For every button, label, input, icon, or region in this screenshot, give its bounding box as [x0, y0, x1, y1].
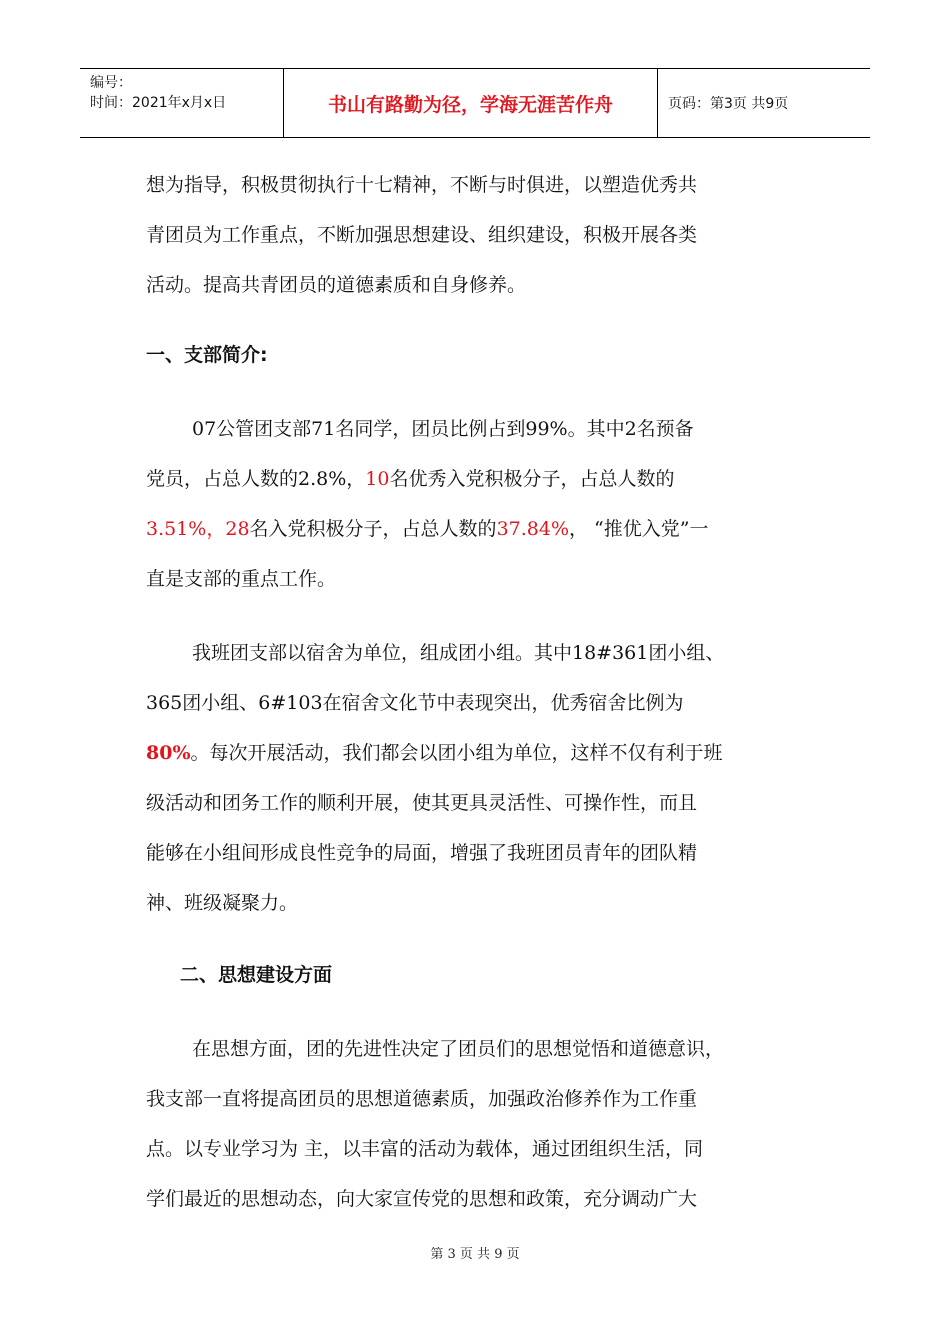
paragraph-line: 党员，占总人数的2.8%，10名优秀入党积极分子，占总人数的: [146, 468, 675, 490]
page-header: [80, 68, 870, 138]
highlight-number: 80%: [146, 742, 191, 764]
paragraph-line: 80%。每次开展活动，我们都会以团小组为单位，这样不仅有利于班: [146, 742, 723, 764]
highlight-number: 37.84%: [496, 518, 570, 540]
paragraph-line: 能够在小组间形成良性竞争的局面，增强了我班团员青年的团队精: [146, 842, 698, 864]
paragraph-line: 在思想方面，团的先进性决定了团员们的思想觉悟和道德意识，: [192, 1038, 725, 1060]
paragraph-line: 点。以专业学习为 主，以丰富的活动为载体，通过团组织生活，同: [146, 1138, 704, 1160]
paragraph-line: 学们最近的思想动态，向大家宣传党的思想和政策，充分调动广大: [146, 1188, 698, 1210]
paragraph-line: 3.51%，28名入党积极分子，占总人数的37.84%， “推优入党”一: [146, 518, 709, 540]
header-meta: [80, 69, 284, 137]
paragraph-line: 365团小组、6#103在宿舍文化节中表现突出，优秀宿舍比例为: [146, 692, 684, 714]
paragraph-line: 我班团支部以宿舍为单位，组成团小组。其中18#361团小组、: [192, 642, 725, 664]
time-label: 时间：2021年x月x日: [90, 95, 227, 111]
paragraph-line: 级活动和团务工作的顺利开展，使其更具灵活性、可操作性，而且: [146, 792, 698, 814]
document-body: [146, 160, 806, 1224]
page-footer: 第 3 页 共 9 页: [430, 1247, 520, 1262]
section-2-title: 二、思想建设方面: [180, 964, 333, 986]
intro-line: 活动。提高共青团员的道德素质和自身修养。: [146, 274, 527, 296]
paragraph-line: 直是支部的重点工作。: [146, 568, 337, 590]
header-motto: 书山有路勤为径，学海无涯苦作舟: [284, 69, 658, 137]
highlight-number: 3.51%，: [146, 518, 226, 540]
paragraph-line: 神、班级凝聚力。: [146, 892, 299, 914]
intro-line: 青团员为工作重点，不断加强思想建设、组织建设，积极开展各类: [146, 224, 698, 246]
paragraph-line: 我支部一直将提高团员的思想道德素质，加强政治修养作为工作重: [146, 1088, 698, 1110]
highlight-number: 28: [225, 518, 250, 540]
header-page-label: 页码：第3页 共9页: [668, 96, 789, 112]
intro-line: 想为指导，积极贯彻执行十七精神，不断与时俱进，以塑造优秀共: [146, 174, 698, 196]
section-1-title: 一、支部简介:: [146, 344, 268, 366]
paragraph-line: 07公管团支部71名同学，团员比例占到99%。其中2名预备: [192, 418, 694, 440]
highlight-number: 10: [365, 468, 390, 490]
number-label: 编号：: [90, 75, 132, 91]
